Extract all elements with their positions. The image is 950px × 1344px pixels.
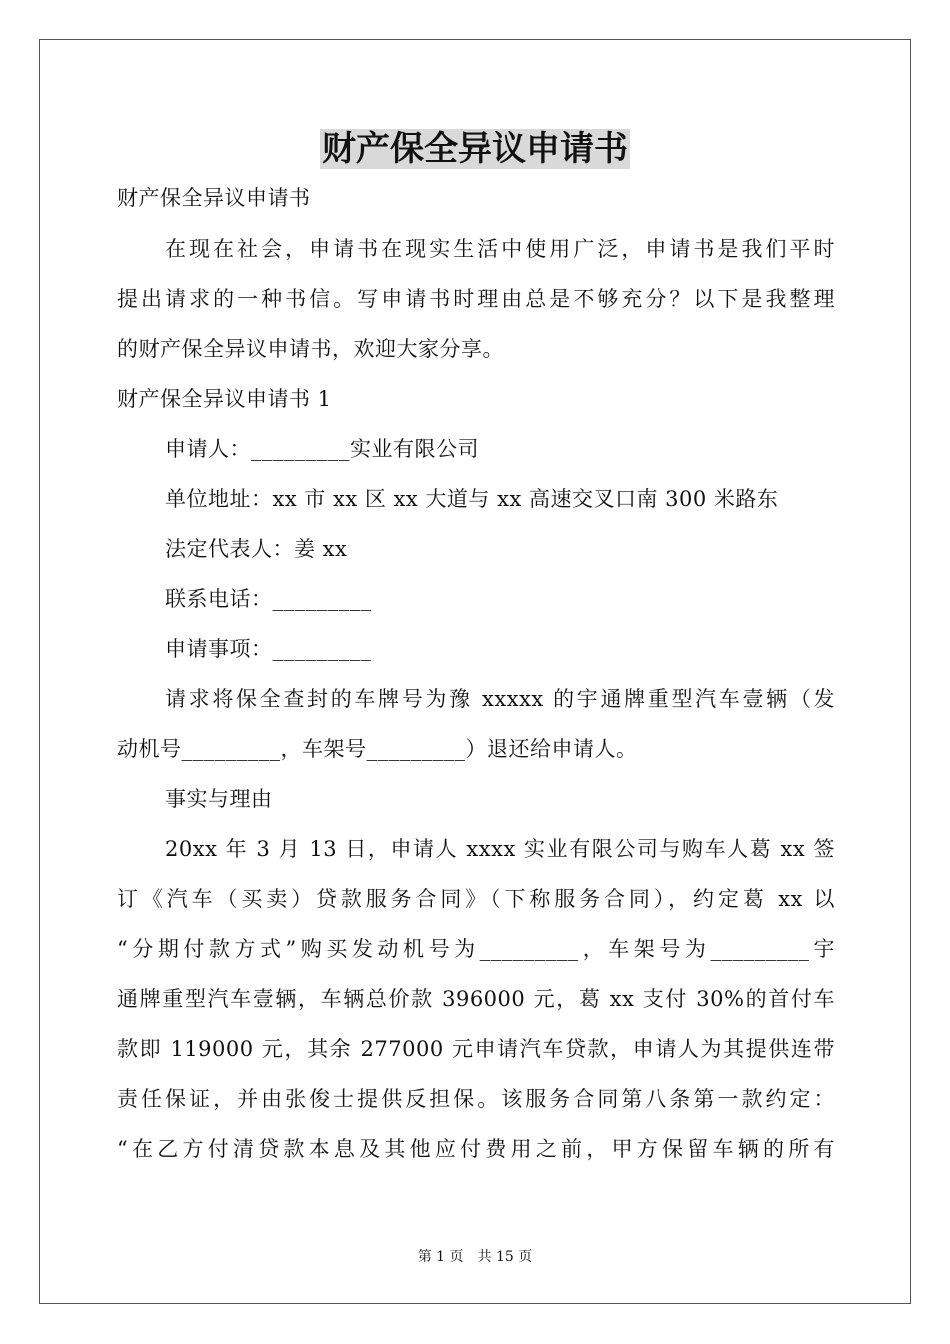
paragraph-line: 在现在社会，申请书在现实生活中使用广泛，申请书是我们平时 <box>165 237 835 261</box>
document-title: 财产保全异议申请书 <box>322 129 628 169</box>
request-line: 动机号_________，车架号_________）退还给申请人。 <box>117 737 638 761</box>
address-line: 单位地址：xx 市 xx 区 xx 大道与 xx 高速交叉口南 300 米路东 <box>165 487 779 511</box>
facts-line: 20xx 年 3 月 13 日，申请人 xxxx 实业有限公司与购车人葛 xx 签 <box>165 837 835 861</box>
facts-heading: 事实与理由 <box>165 787 273 811</box>
legal-representative-line: 法定代表人：姜 xx <box>165 537 348 561</box>
request-line: 请求将保全查封的车牌号为豫 xxxxx 的宇通牌重型汽车壹辆（发 <box>165 687 835 711</box>
subtitle-line: 财产保全异议申请书 <box>117 186 311 210</box>
facts-line: 订《汽车（买卖）贷款服务合同》（下称服务合同），约定葛 xx 以 <box>117 887 835 911</box>
section-heading: 财产保全异议申请书 1 <box>117 387 332 411</box>
facts-line: 责任保证，并由张俊士提供反担保。该服务合同第八条第一款约定： <box>117 1087 835 1111</box>
application-matter-line: 申请事项：_________ <box>165 637 372 661</box>
applicant-line: 申请人：_________实业有限公司 <box>165 437 479 461</box>
page-number-footer: 第 1 页 共 15 页 <box>417 1249 533 1265</box>
paragraph-line: 的财产保全异议申请书，欢迎大家分享。 <box>117 337 504 361</box>
facts-line: “分期付款方式”购买发动机号为_________，车架号为_________宇 <box>117 937 835 961</box>
phone-line: 联系电话：_________ <box>165 587 372 611</box>
facts-line: 通牌重型汽车壹辆，车辆总价款 396000 元，葛 xx 支付 30%的首付车 <box>117 987 835 1011</box>
facts-line: “在乙方付清贷款本息及其他应付费用之前，甲方保留车辆的所有 <box>117 1137 835 1161</box>
facts-line: 款即 119000 元，其余 277000 元申请汽车贷款，申请人为其提供连带 <box>117 1037 835 1061</box>
paragraph-line: 提出请求的一种书信。写申请书时理由总是不够充分？以下是我整理 <box>117 287 835 311</box>
